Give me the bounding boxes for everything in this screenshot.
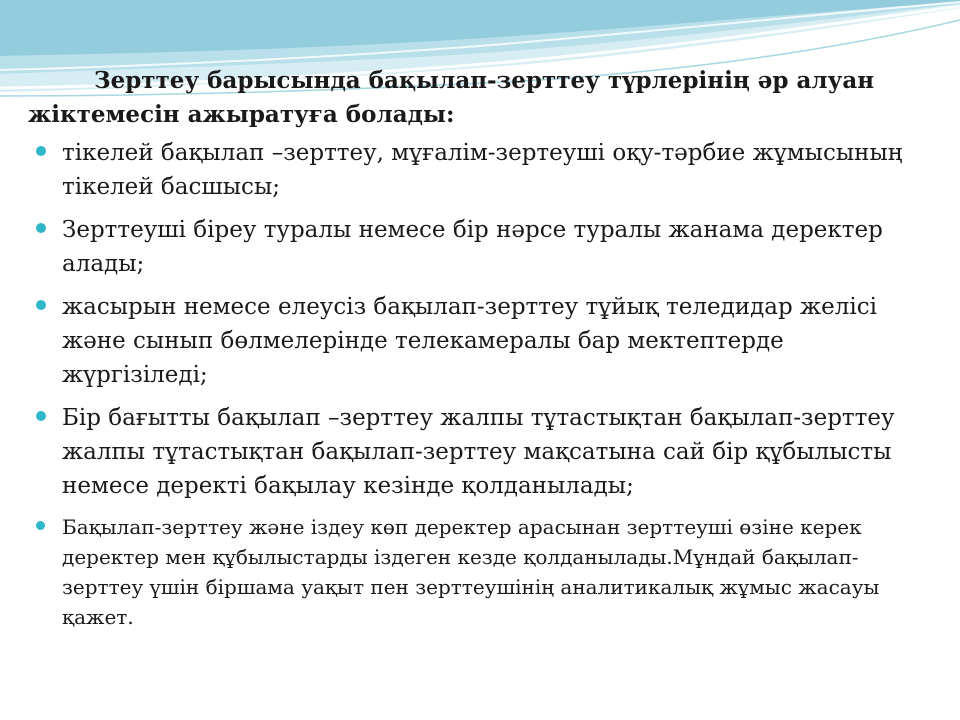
bullet-dot-icon (36, 146, 46, 156)
intro-text: Зерттеу барысында бақылап-зерттеу түрлерінің әр алуан жіктемесін ажыратуға болады: (28, 67, 875, 128)
bullet-dot-icon (36, 300, 46, 310)
bullet-item (28, 290, 928, 392)
bullet-item (28, 136, 928, 204)
bullet-item (28, 512, 928, 632)
slide-content (28, 64, 928, 632)
bullet-dot-icon (36, 411, 46, 421)
bullet-list (28, 136, 928, 632)
bullet-dot-icon (36, 521, 45, 530)
bullet-item (28, 401, 928, 503)
bullet-text: жасырын немесе елеусіз бақылап-зерттеу тұйық теледидар желісі және сынып бөлмелерінде телекамералы бар мектептерде жүргізіледі; (62, 294, 877, 388)
bullet-text: Бір бағытты бақылап –зерттеу жалпы тұтастықтан бақылап-зерттеу жалпы тұтастықтан бақылап-зерттеу мақсатына сай бір құбылысты немесе деректі бақылау кезінде қолданылады; (62, 405, 895, 499)
bullet-item (28, 213, 928, 281)
bullet-text: Зерттеуші біреу туралы немесе бір нәрсе туралы жанама деректер алады; (62, 217, 883, 277)
bullet-text: Бақылап-зерттеу және іздеу көп деректер арасынан зерттеуші өзіне керек деректер мен құбылыстарды іздеген кезде қолданылады.Мұндай бақылап-зерттеу үшін біршама уақыт пен зерттеушінің аналитикалық жұмыс жасауы қажет. (62, 515, 880, 629)
bullet-dot-icon (36, 223, 46, 233)
bullet-text: тікелей бақылап –зерттеу, мұғалім-зертеуші оқу-тәрбие жұмысының тікелей басшысы; (62, 140, 903, 200)
